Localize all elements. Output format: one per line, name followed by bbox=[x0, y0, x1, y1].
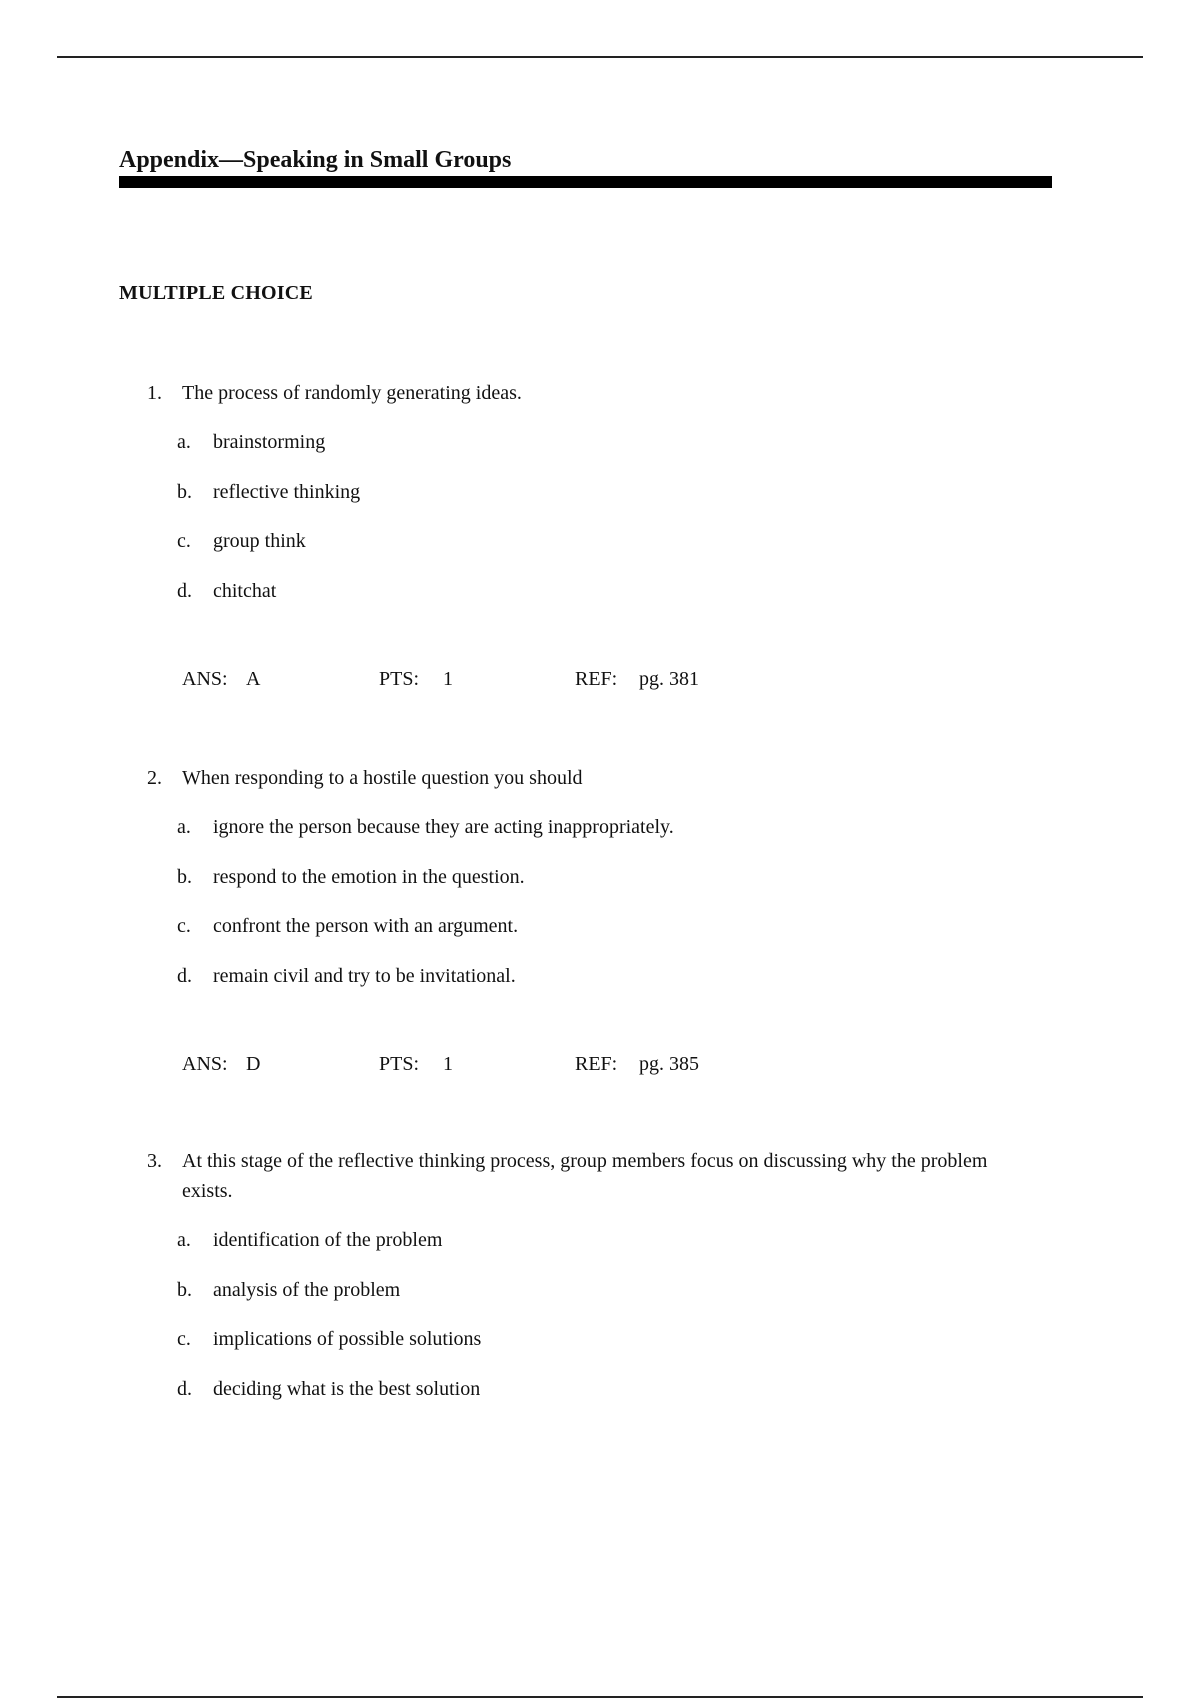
option-letter: a. bbox=[177, 431, 191, 453]
option-letter: a. bbox=[177, 816, 191, 838]
option-letter: d. bbox=[177, 964, 192, 987]
answer-meta bbox=[0, 664, 1200, 694]
option-b bbox=[0, 862, 1200, 912]
option-text: identification of the problem bbox=[213, 1229, 443, 1251]
option-a bbox=[0, 1225, 1200, 1275]
ans-label: ANS: bbox=[182, 668, 228, 690]
ans-value: A bbox=[246, 668, 261, 690]
option-text: reflective thinking bbox=[213, 480, 361, 503]
option-d bbox=[0, 576, 1200, 626]
pts-label: PTS: bbox=[379, 1053, 420, 1075]
option-d bbox=[0, 961, 1200, 1011]
option-c bbox=[0, 911, 1200, 961]
option-b bbox=[0, 477, 1200, 527]
option-b bbox=[0, 1275, 1200, 1325]
ans-label: ANS: bbox=[182, 1053, 228, 1075]
question-stem bbox=[0, 378, 1200, 408]
question-number: 3. bbox=[147, 1150, 162, 1172]
ref-value: pg. 385 bbox=[639, 1053, 699, 1075]
option-c bbox=[0, 526, 1200, 576]
question-number: 1. bbox=[147, 382, 162, 404]
ans-value: D bbox=[246, 1053, 261, 1075]
question-3 bbox=[0, 1146, 1200, 1423]
pts-value: 1 bbox=[443, 1053, 453, 1075]
pts-label: PTS: bbox=[379, 668, 420, 690]
option-letter: c. bbox=[177, 915, 191, 937]
option-d bbox=[0, 1374, 1200, 1424]
section-heading: MULTIPLE CHOICE bbox=[119, 282, 313, 304]
question-text: The process of randomly generating ideas. bbox=[182, 382, 522, 404]
pts-value: 1 bbox=[443, 668, 453, 690]
option-text: remain civil and try to be invitational. bbox=[213, 964, 516, 987]
option-letter: d. bbox=[177, 579, 192, 602]
option-letter: d. bbox=[177, 1377, 192, 1400]
option-text: chitchat bbox=[213, 579, 277, 602]
option-letter: b. bbox=[177, 480, 192, 503]
question-text: At this stage of the reflective thinking process, group members focus on discussing why the problem exists. bbox=[182, 1150, 988, 1202]
question-2 bbox=[0, 763, 1200, 1079]
option-letter: b. bbox=[177, 865, 192, 888]
option-text: brainstorming bbox=[213, 431, 326, 453]
option-a bbox=[0, 427, 1200, 477]
answer-meta bbox=[0, 1049, 1200, 1079]
top-rule bbox=[57, 56, 1143, 58]
ref-label: REF: bbox=[575, 1053, 618, 1075]
ref-value: pg. 381 bbox=[639, 668, 699, 690]
option-c bbox=[0, 1324, 1200, 1374]
option-text: confront the person with an argument. bbox=[213, 915, 519, 937]
page-title: Appendix—Speaking in Small Groups bbox=[119, 147, 512, 173]
option-text: deciding what is the best solution bbox=[213, 1377, 481, 1400]
option-a bbox=[0, 812, 1200, 862]
option-text: group think bbox=[213, 530, 306, 552]
option-text: analysis of the problem bbox=[213, 1278, 401, 1301]
option-text: implications of possible solutions bbox=[213, 1328, 482, 1350]
option-letter: c. bbox=[177, 530, 191, 552]
option-text: respond to the emotion in the question. bbox=[213, 865, 525, 888]
option-letter: c. bbox=[177, 1328, 191, 1350]
option-letter: a. bbox=[177, 1229, 191, 1251]
question-text: When responding to a hostile question you should bbox=[182, 767, 583, 789]
option-text: ignore the person because they are acting inappropriately. bbox=[213, 816, 674, 838]
title-underline-bar bbox=[119, 176, 1052, 188]
question-stem bbox=[0, 763, 1200, 793]
option-letter: b. bbox=[177, 1278, 192, 1301]
question-stem bbox=[0, 1146, 1200, 1206]
ref-label: REF: bbox=[575, 668, 618, 690]
question-number: 2. bbox=[147, 767, 162, 789]
bottom-rule bbox=[57, 1696, 1143, 1698]
question-1 bbox=[0, 378, 1200, 694]
